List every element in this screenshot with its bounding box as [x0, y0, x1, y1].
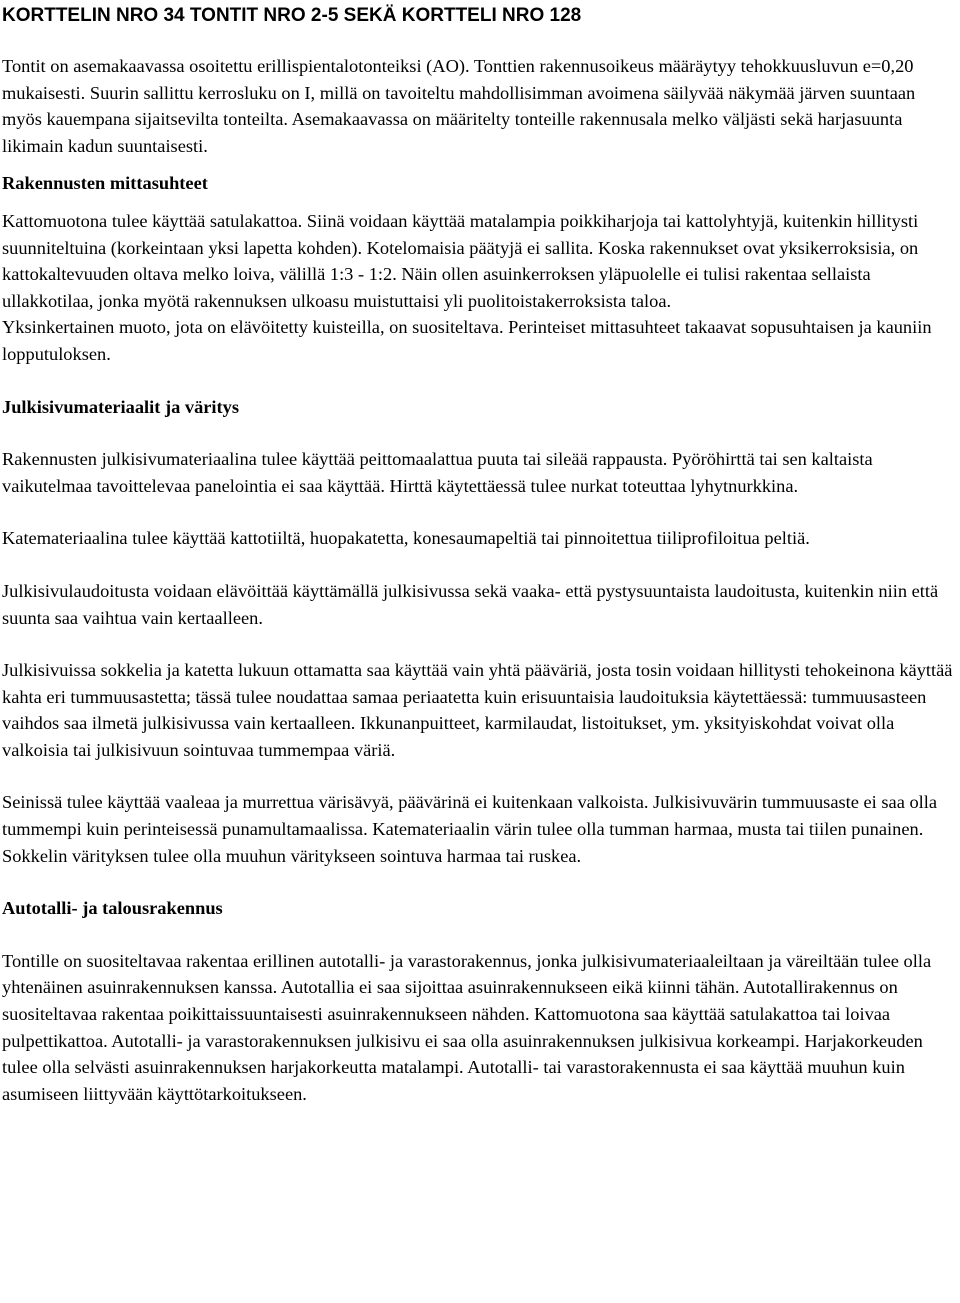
- section-heading-julkisivumateriaalit: Julkisivumateriaalit ja väritys: [2, 396, 240, 417]
- spacer: [2, 631, 956, 657]
- section-paragraph: Seinissä tulee käyttää vaaleaa ja murrettua värisävyä, päävärinä ei kuitenkaan valkoista. Julkisivuvärin tummuusaste ei saa olla tummempi kuin perinteisessä punamultamaalissa. Katemateriaalin värin tulee olla tumman harmaa, musta tai tiilen punainen. Sokkelin värityksen tulee olla muuhun väritykseen sointuva harmaa tai ruskea.: [2, 792, 938, 866]
- spacer: [2, 197, 956, 208]
- document-title: KORTTELIN NRO 34 TONTIT NRO 2-5 SEKÄ KORTTELI NRO 128: [2, 5, 582, 26]
- section-paragraph: Julkisivulaudoitusta voidaan elävöittää käyttämällä julkisivussa sekä vaaka- että pystysuuntaista laudoitusta, kuitenkin niin että suunta saa vaihtua vain kertaalleen.: [2, 580, 939, 628]
- intro-paragraph: Tontit on asemakaavassa osoitettu erillispientalotonteiksi (AO). Tonttien rakennusoikeus määräytyy tehokkuusluvun e=0,20 mukaisesti. Suurin sallittu kerrosluku on I, millä on tavoiteltu mahdollisimman avoimena säilyvää näkymää järven suuntaan myös kauempana sijaitsevilta tonteilta. Asemakaavassa on määritelty tonteille rakennusala melko väljästi sekä harjasuunta likimain kadun suuntaisesti.: [2, 56, 916, 156]
- document-page: [2, 0, 956, 1107]
- section-heading-autotalli: Autotalli- ja talousrakennus: [2, 898, 223, 919]
- section-paragraph: Julkisivuissa sokkelia ja katetta lukuun ottamatta saa käyttää vain yhtä pääväriä, josta tosin voidaan hillitysti tehokeinona käyttää kahta eri tummuusastetta; tässä tulee noudattaa samaa periaatetta kuin erisuuntaisia laudoituksia käytettäessä: tummuusasteen vaihdos saa ilmetä julkisivussa vain kertaalleen. Ikkunanpuitteet, karmilaudat, listoitukset, ym. yksityiskohdat voivat olla valkoisia tai julkisivuun sointuvaa tummempaa väriä.: [2, 660, 953, 760]
- spacer: [2, 159, 956, 170]
- spacer: [2, 499, 956, 525]
- section-heading-mittasuhteet: Rakennusten mittasuhteet: [2, 173, 208, 194]
- spacer: [2, 368, 956, 394]
- section-paragraph: Kattomuotona tulee käyttää satulakattoa. Siinä voidaan käyttää matalampia poikkiharjoja tai kattolyhtyjä, kuitenkin hillitysti suunniteltuina (korkeintaan yksi lapetta kohden). Kotelomaisia päätyjä ei sallita. Koska rakennukset ovat yksikerroksisia, on kattokaltevuuden oltava melko loiva, välillä 1:3 - 1:2. Näin ollen asuinkerroksen yläpuolelle ei tulisi rakentaa sellaista ullakkotilaa, jonka myötä rakennuksen ulkoasu muistuttaisi yli puolitoistakerroksista taloa.: [2, 210, 919, 311]
- spacer: [2, 922, 956, 948]
- spacer: [2, 869, 956, 895]
- spacer: [2, 763, 956, 789]
- spacer: [2, 420, 956, 446]
- section-paragraph: Yksinkertainen muoto, jota on elävöitetty kuisteilla, on suositeltava. Perinteiset mittasuhteet takaavat sopusuhtaisen ja kauniin lopputuloksen.: [2, 317, 932, 364]
- section-paragraph: Rakennusten julkisivumateriaalina tulee käyttää peittomaalattua puuta tai sileää rappausta. Pyöröhirttä tai sen kaltaista vaikutelmaa tavoittelevaa panelointia ei saa käyttää. Hirttä käytettäessä tulee nurkat toteuttaa lyhytnurkkina.: [2, 449, 873, 496]
- spacer: [2, 552, 956, 578]
- section-paragraph: Tontille on suositeltavaa rakentaa erillinen autotalli- ja varastorakennus, jonka julkisivumateriaaleiltaan ja väreiltään tulee olla yhtenäinen asuinrakennuksen kanssa. Autotallia ei saa sijoittaa asuinrakennukseen eikä kiinni tähän. Autotallirakennus on suositeltavaa rakentaa poikittaissuuntaisesti asuinrakennukseen nähden. Kattomuotona saa käyttää satulakattoa tai loivaa pulpettikattoa. Autotalli- ja varastorakennuksen julkisivu ei saa olla asuinrakennuksen julkisivua korkeampi. Harjakorkeuden tulee olla selvästi asuinrakennuksen harjakorkeutta matalampi. Autotalli- tai varastorakennusta ei saa käyttää muuhun kuin asumiseen liittyvään käyttötarkoitukseen.: [2, 950, 932, 1104]
- section-paragraph: Katemateriaalina tulee käyttää kattotiiltä, huopakatetta, konesaumapeltiä tai pinnoitettua tiiliprofiloitua peltiä.: [2, 528, 810, 549]
- spacer: [2, 29, 956, 53]
